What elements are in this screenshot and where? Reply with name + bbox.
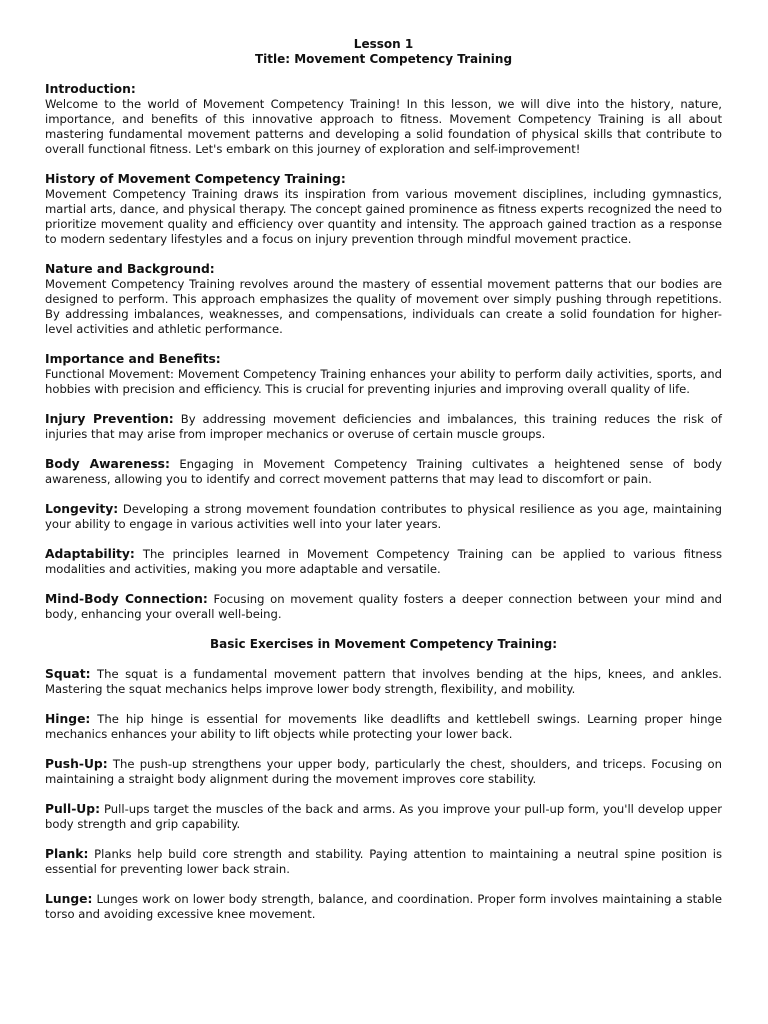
benefit-text: Engaging in Movement Competency Training cultivates a heightened sense of body awareness, allowing you to identify and correct movement patterns that may lead to discomfort or pain. xyxy=(45,457,723,486)
benefit-text: Focusing on movement quality fosters a deeper connection between your mind and body, enhancing your overall well-being. xyxy=(45,592,723,621)
section-importance xyxy=(45,352,722,397)
section-body: Welcome to the world of Movement Competency Training! In this lesson, we will dive into the history, nature, importance, and benefits of this innovative approach to fitness. Movement Competency Training is all about mastering fundamental movement patterns and developing a solid foundation of physical skills that contribute to overall functional fitness. Let's embark on this journey of exploration and self-improvement! xyxy=(45,97,722,156)
section-heading: Importance and Benefits: xyxy=(45,352,221,366)
exercise-item xyxy=(45,667,722,697)
benefit-item xyxy=(45,547,722,577)
benefit-text: By addressing movement deficiencies and imbalances, this training reduces the risk of injuries that may arise from improper mechanics or overuse of certain muscle groups. xyxy=(45,412,723,441)
benefit-term: Injury Prevention: xyxy=(45,412,174,426)
section-body: Functional Movement: Movement Competency Training enhances your ability to perform daily activities, sports, and hobbies with precision and efficiency. This is crucial for preventing injuries and improving overall quality of life. xyxy=(45,367,722,396)
exercise-item xyxy=(45,892,722,922)
benefit-item xyxy=(45,592,722,622)
benefit-paragraph xyxy=(45,502,722,532)
section-heading: History of Movement Competency Training: xyxy=(45,172,346,186)
section-heading: Introduction: xyxy=(45,82,136,96)
section-body: Movement Competency Training revolves around the mastery of essential movement patterns that our bodies are designed to perform. This approach emphasizes the quality of movement over simply pushing through repetitions. By addressing imbalances, weaknesses, and compensations, individuals can create a solid foundation for higher-level activities and athletic performance. xyxy=(45,277,722,336)
exercise-text: The push-up strengthens your upper body, particularly the chest, shoulders, and triceps. Focusing on maintaining a straight body alignment during the movement improves core stability. xyxy=(45,757,722,786)
exercise-term: Plank: xyxy=(45,847,89,861)
exercise-item xyxy=(45,802,722,832)
benefit-term: Body Awareness: xyxy=(45,457,170,471)
exercise-term: Push-Up: xyxy=(45,757,108,771)
exercise-term: Squat: xyxy=(45,667,91,681)
benefit-term: Adaptability: xyxy=(45,547,135,561)
benefit-term: Longevity: xyxy=(45,502,119,516)
benefit-term: Mind-Body Connection: xyxy=(45,592,208,606)
benefit-paragraph xyxy=(45,547,722,577)
exercise-text: Pull-ups target the muscles of the back and arms. As you improve your pull-up form, you'll develop upper body strength and grip capability. xyxy=(45,802,722,831)
exercise-item xyxy=(45,847,722,877)
benefit-text: The principles learned in Movement Competency Training can be applied to various fitness modalities and activities, making you more adaptable and versatile. xyxy=(45,547,722,576)
benefit-paragraph xyxy=(45,592,722,622)
exercise-paragraph xyxy=(45,712,722,742)
section-introduction xyxy=(45,82,722,157)
lesson-number: Lesson 1 xyxy=(353,37,414,51)
section-heading: Nature and Background: xyxy=(45,262,215,276)
exercise-paragraph xyxy=(45,667,722,697)
exercise-item xyxy=(45,757,722,787)
exercise-text: Planks help build core strength and stability. Paying attention to maintaining a neutral spine position is essential for preventing lower back strain. xyxy=(45,847,722,876)
benefit-text: Developing a strong movement foundation contributes to physical resilience as you age, maintaining your ability to engage in various activities well into your later years. xyxy=(45,502,722,531)
exercise-paragraph xyxy=(45,757,722,787)
benefit-paragraph xyxy=(45,457,722,487)
exercise-text: The squat is a fundamental movement pattern that involves bending at the hips, knees, and ankles. Mastering the squat mechanics helps improve lower body strength, flexibility, and mobility. xyxy=(45,667,722,696)
benefit-item xyxy=(45,412,722,442)
exercise-term: Hinge: xyxy=(45,712,91,726)
exercise-term: Lunge: xyxy=(45,892,93,906)
exercise-paragraph xyxy=(45,892,722,922)
exercise-term: Pull-Up: xyxy=(45,802,101,816)
exercise-text: Lunges work on lower body strength, balance, and coordination. Proper form involves maintaining a stable torso and avoiding excessive knee movement. xyxy=(45,892,722,921)
benefit-paragraph xyxy=(45,412,722,442)
benefit-item xyxy=(45,457,722,487)
section-nature xyxy=(45,262,722,337)
exercise-paragraph xyxy=(45,847,722,877)
section-history xyxy=(45,172,722,247)
document-title: Title: Movement Competency Training xyxy=(254,52,513,66)
exercises-heading: Basic Exercises in Movement Competency Training: xyxy=(209,637,558,651)
exercise-paragraph xyxy=(45,802,722,832)
exercise-item xyxy=(45,712,722,742)
benefit-item xyxy=(45,502,722,532)
exercise-text: The hip hinge is essential for movements like deadlifts and kettlebell swings. Learning proper hinge mechanics enhances your ability to lift objects while protecting your lower back. xyxy=(45,712,722,741)
section-body: Movement Competency Training draws its inspiration from various movement disciplines, including gymnastics, martial arts, dance, and physical therapy. The concept gained prominence as fitness experts recognized the need to prioritize movement quality and efficiency over quantity and intensity. The approach gained traction as a response to modern sedentary lifestyles and a focus on injury prevention through mindful movement practice. xyxy=(45,187,722,246)
